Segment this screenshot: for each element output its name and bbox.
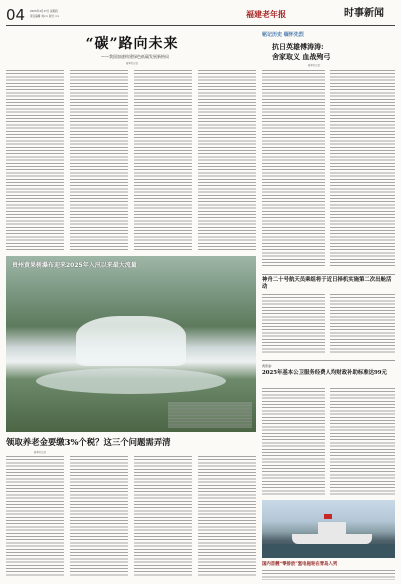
date-line: 2025年4月17日 星期四: [30, 10, 58, 13]
water-surface: [262, 544, 395, 558]
waterfall-falls: [76, 316, 186, 366]
history-title-line-2: 舍家取义 血战殉弓: [272, 52, 331, 61]
health-title: 2025年基本公卫服务经费人均财政补助标准达99元: [262, 370, 387, 376]
lead-body-col-1: [6, 70, 64, 250]
history-body-col-1: [262, 70, 325, 268]
masthead: [6, 6, 395, 28]
lead-body-col-4: [198, 70, 256, 250]
shenzhou-title: 神舟二十号航天员乘组将于近日择机实施第二次出舱活动: [262, 277, 392, 290]
pension-body-col-4: [198, 456, 256, 576]
health-body-col-1: [262, 388, 325, 496]
section-name: 时事新闻: [344, 8, 384, 19]
tugboat-title: 国内首艘“零排放”氢电拖轮在青岛入列: [262, 562, 338, 567]
shenzhou-top-rule: [262, 274, 395, 275]
health-body-col-2: [330, 388, 395, 496]
paper-name: 福建老年报: [246, 9, 286, 19]
shenzhou-article: [262, 274, 395, 356]
masthead-rule: [6, 25, 395, 26]
lead-article-byline: 新华社记者: [126, 62, 138, 65]
waterfall-photo: [6, 256, 256, 432]
pension-body-col-1: [6, 456, 64, 576]
tugboat-photo: [262, 500, 395, 558]
history-title-line-1: 抗日英雄傅涛涛:: [272, 42, 324, 51]
history-article: [262, 30, 395, 270]
lead-body-col-2: [70, 70, 128, 250]
shenzhou-body-col-2: [330, 294, 395, 354]
editor-line: 责任编辑 刘×× 版式 ××: [30, 15, 60, 18]
lead-article-subtitle: ——我国加速构建绿色低碳发展新格局: [101, 54, 169, 59]
ship-hull: [292, 534, 372, 544]
lead-body-col-3: [134, 70, 192, 250]
history-body-col-2: [330, 70, 395, 268]
health-kicker: 两部委：: [262, 364, 275, 368]
pension-body-col-3: [134, 456, 192, 576]
history-kicker: 铭记历史 缅怀先烈: [262, 32, 304, 38]
pension-title: 领取养老金要缴3%个税？这三个问题需弄清: [6, 437, 171, 447]
waterfall-pool: [36, 368, 226, 394]
tugboat-caption: [262, 570, 395, 580]
pension-body-col-2: [70, 456, 128, 576]
pension-byline: 新华社记者: [34, 451, 46, 454]
history-byline: 新华社记者: [308, 64, 320, 67]
photo-caption-banner: 贵州黄果树瀑布迎来2025年入汛以来最大流量: [12, 262, 137, 269]
shenzhou-body-col-1: [262, 294, 325, 354]
health-article: [262, 360, 395, 498]
ship-cabin: [318, 522, 346, 534]
pension-article: [6, 436, 256, 578]
photo-caption-block: [168, 402, 252, 428]
page-number: 04: [6, 6, 26, 24]
lead-article: [6, 30, 258, 252]
health-top-rule: [262, 360, 395, 361]
ship-flag: [324, 514, 332, 519]
lead-article-title: “碳”路向未来: [85, 36, 179, 52]
